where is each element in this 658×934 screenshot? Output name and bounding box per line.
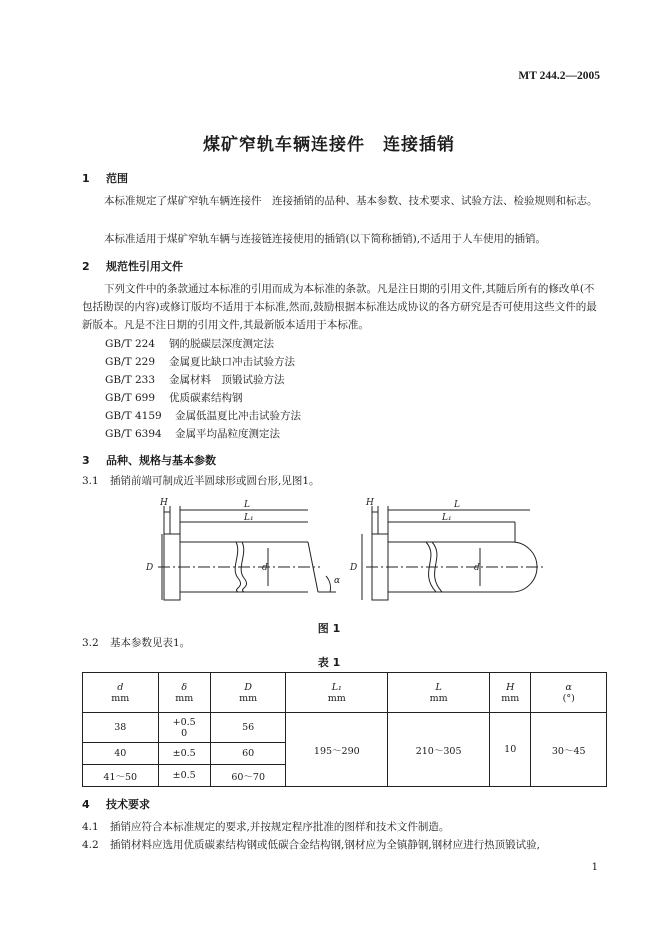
section-4-heading: 4 技术要求 <box>82 798 150 811</box>
header-cell: δ mm <box>158 673 210 713</box>
ref-item: GB/T 229 金属夏比缺口冲击试验方法 <box>105 356 295 368</box>
page-title: 煤矿窄轨车辆连接件 连接插销 <box>203 135 455 155</box>
section-1-para-1: 本标准规定了煤矿窄轨车辆连接件 连接插销的品种、基本参数、技术要求、试验方法、检验规则和标志。 <box>104 195 598 207</box>
clause-4-2: 4.2 插销材料应选用优质碳素结构钢或低碳合金结构钢,钢材应为全镇静钢,钢材应进行热顶锻试验, <box>82 839 541 851</box>
table-row <box>83 713 607 743</box>
clause-3-1: 3.1 插销前端可制成近半圆球形或圆台形,见图1。 <box>82 475 320 487</box>
table-1-caption: 表 1 <box>317 656 341 669</box>
header-cell: L₁ mm <box>286 673 388 713</box>
header-cell: D mm <box>210 673 286 713</box>
section-3-heading: 3 品种、规格与基本参数 <box>82 454 216 467</box>
ref-item: GB/T 699 优质碳素结构钢 <box>105 392 243 404</box>
cell-d: 41～50 <box>83 765 159 787</box>
label-L1: L₁ <box>244 513 254 523</box>
table-1 <box>82 672 607 787</box>
label-d: d <box>474 563 480 573</box>
section-2-para-1: 下列文件中的条款通过本标准的引用而成为本标准的条款。凡是注日期的引用文件,其随后所有的修改单(不包括勘误的内容)或修订版均不适用于本标准,然而,鼓励根据本标准达成协议的各方研究是否可使用这些文件的最新版本。凡是不注日期的引用文件,其最新版本适用于本标准。 <box>82 283 597 331</box>
clause-4-1: 4.1 插销应符合本标准规定的要求,并按规定程序批准的图样和技术文件制造。 <box>82 821 450 833</box>
label-D: D <box>350 563 358 573</box>
cell-D: 60～70 <box>210 765 286 787</box>
header-cell: L mm <box>388 673 490 713</box>
cell-H: 10 <box>490 713 531 787</box>
section-2-heading: 2 规范性引用文件 <box>82 260 183 273</box>
cell-tolerance: ±0.5 <box>158 765 210 787</box>
cell-D: 56 <box>210 713 286 743</box>
standard-code: MT 244.2—2005 <box>518 70 600 82</box>
header-cell: H mm <box>490 673 531 713</box>
figure-1-caption: 图 1 <box>317 622 341 635</box>
ref-item: GB/T 6394 金属平均晶粒度测定法 <box>105 428 280 440</box>
header-cell: α (°) <box>531 673 607 713</box>
header-cell: d mm <box>83 673 159 713</box>
label-L1: L₁ <box>442 513 452 523</box>
page-number: 1 <box>591 862 598 873</box>
figure-1-drawing <box>140 498 550 618</box>
cell-L1: 195～290 <box>286 713 388 787</box>
ref-item: GB/T 224 钢的脱碳层深度测定法 <box>105 338 274 350</box>
section-1-heading: 1 范围 <box>82 172 128 185</box>
table-header-row <box>83 673 607 713</box>
label-alpha: α <box>334 576 341 586</box>
section-1-para-2: 本标准适用于煤矿窄轨车辆与连接链连接使用的插销(以下简称插销),不适用于人车使用的插销。 <box>104 233 547 245</box>
label-D: D <box>146 563 154 573</box>
label-H: H <box>160 498 168 508</box>
cell-tolerance: +0.5 0 <box>158 713 210 743</box>
pin-rounded-drawing <box>362 506 544 600</box>
cell-L: 210～305 <box>388 713 490 787</box>
ref-item: GB/T 4159 金属低温夏比冲击试验方法 <box>105 410 301 422</box>
label-H: H <box>366 498 374 508</box>
label-d: d <box>262 563 268 573</box>
label-L: L <box>244 500 250 510</box>
cell-d: 40 <box>83 743 159 765</box>
cell-tolerance: ±0.5 <box>158 743 210 765</box>
cell-alpha: 30～45 <box>531 713 607 787</box>
label-L: L <box>454 500 460 510</box>
cell-D: 60 <box>210 743 286 765</box>
clause-3-2: 3.2 基本参数见表1。 <box>82 637 191 649</box>
ref-item: GB/T 233 金属材料 顶锻试验方法 <box>105 374 285 386</box>
cell-d: 38 <box>83 713 159 743</box>
